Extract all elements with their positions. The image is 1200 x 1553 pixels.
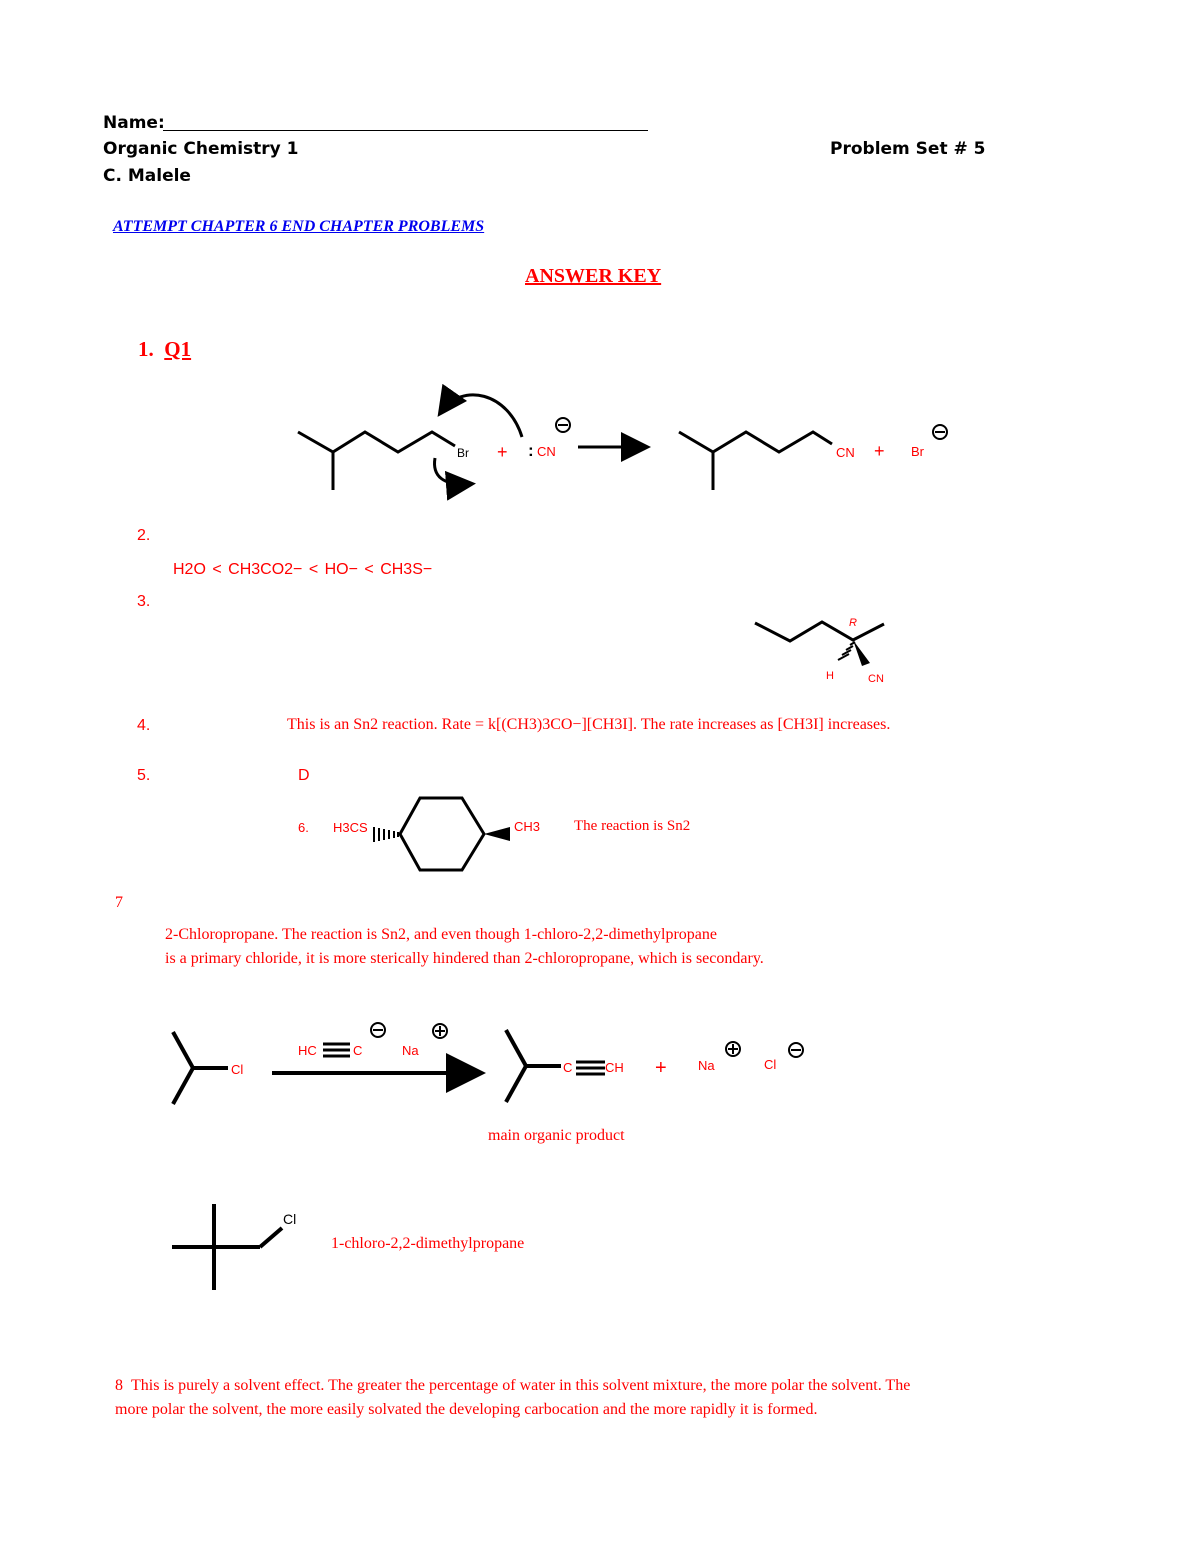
instruction-link[interactable]: ATTEMPT CHAPTER 6 END CHAPTER PROBLEMS [113, 218, 485, 235]
name-label: Name: [103, 113, 165, 133]
q7-compound-name: 1-chloro-2,2-dimethylpropane [331, 1235, 525, 1252]
negative-charge-icon [789, 1043, 803, 1057]
problem-set-label: Problem Set # 5 [830, 139, 986, 159]
negative-charge-icon [933, 425, 947, 439]
q6-right-group: CH3 [514, 819, 541, 834]
q3-hash-bond [838, 642, 855, 660]
q1-cn-label: CN [537, 444, 556, 459]
q8-answer-line-2: more polar the solvent, the more easily solvated the developing carbocation and the more rapidly it is formed. [115, 1401, 818, 1418]
q1-product-cn: CN [836, 445, 855, 460]
q7-answer-line-2: is a primary chloride, it is more sterically hindered than 2-chloropropane, which is secondary. [165, 950, 764, 967]
neopentyl-cl-label: Cl [283, 1211, 297, 1227]
q3-h-label: H [826, 670, 834, 682]
q7-na-label: Na [402, 1043, 419, 1058]
q4-answer: This is an Sn2 reaction. Rate = k[(CH3)3CO−][CH3I]. The rate increases as [CH3I] increases. [287, 716, 891, 733]
q6-left-group: H3CS [333, 820, 368, 835]
q7-hc-label: HC [298, 1043, 317, 1058]
q7-product-caption: main organic product [488, 1127, 625, 1144]
q4-number: 4. [137, 717, 151, 734]
q3-wedge-bond [853, 640, 870, 666]
positive-charge-icon [726, 1042, 740, 1056]
q1-product-br: Br [911, 444, 924, 459]
q2-number: 2. [137, 527, 151, 544]
answer-key-title: ANSWER KEY [525, 265, 662, 287]
q1-reactant-structure [298, 432, 455, 490]
q7-cl-label-2: Cl [764, 1057, 777, 1072]
q7-plus: + [655, 1057, 667, 1079]
q7-na-label-2: Na [698, 1058, 715, 1073]
q3-structure [755, 622, 884, 641]
q7-ch-label: CH [605, 1060, 624, 1075]
q7-answer-line-1: 2-Chloropropane. The reaction is Sn2, and even though 1-chloro-2,2-dimethylpropane [165, 926, 718, 943]
q1-product-structure [679, 432, 832, 490]
q1-curved-arrow-leave [435, 458, 470, 484]
q3-cn-label: CN [868, 673, 884, 685]
neopentyl-chloride-structure [172, 1204, 282, 1290]
q6-cyclohexane-ring [400, 798, 484, 870]
q7-product-structure [506, 1030, 561, 1102]
q7-isopropyl-chloride [173, 1032, 228, 1104]
q3-r-label: R [849, 617, 857, 629]
positive-charge-icon [433, 1024, 447, 1038]
q1-br-label: Br [457, 446, 469, 460]
q2-nucleophile-order: H2O < CH3CO2− < HO− < CH3S− [173, 561, 433, 578]
q1-curved-arrow-attack [441, 395, 522, 437]
q7-triple-bond-product [576, 1062, 605, 1074]
q1-plus: + [497, 442, 508, 462]
q6-answer: The reaction is Sn2 [574, 818, 691, 834]
negative-charge-icon [556, 418, 570, 432]
q8-text-1: This is purely a solvent effect. The greater the percentage of water in this solvent mixture, the more polar the solvent. The [131, 1377, 911, 1394]
instructor-name: C. Malele [103, 166, 191, 186]
q7-triple-bond-reagent [323, 1044, 350, 1056]
q1-plus-2: + [874, 441, 885, 461]
q7-cl-label: Cl [231, 1062, 244, 1077]
q6-number: 6. [298, 820, 309, 835]
q5-number: 5. [137, 767, 151, 784]
q3-number: 3. [137, 593, 151, 610]
q7-product-c-label: C [563, 1060, 573, 1075]
q7-number: 7 [115, 894, 123, 911]
q7-c-label: C [353, 1043, 363, 1058]
q6-hash-bond [374, 827, 398, 842]
q8-number: 8 [115, 1377, 123, 1394]
course-title: Organic Chemistry 1 [103, 139, 299, 159]
q1-label: Q1 [164, 337, 192, 361]
q6-wedge-bond [484, 827, 510, 841]
q8-answer-line-1 [115, 1377, 910, 1395]
q1-lone-pair: : [528, 441, 534, 460]
q5-answer: D [298, 767, 310, 784]
negative-charge-icon [371, 1023, 385, 1037]
q1-number: 1. [138, 337, 154, 361]
